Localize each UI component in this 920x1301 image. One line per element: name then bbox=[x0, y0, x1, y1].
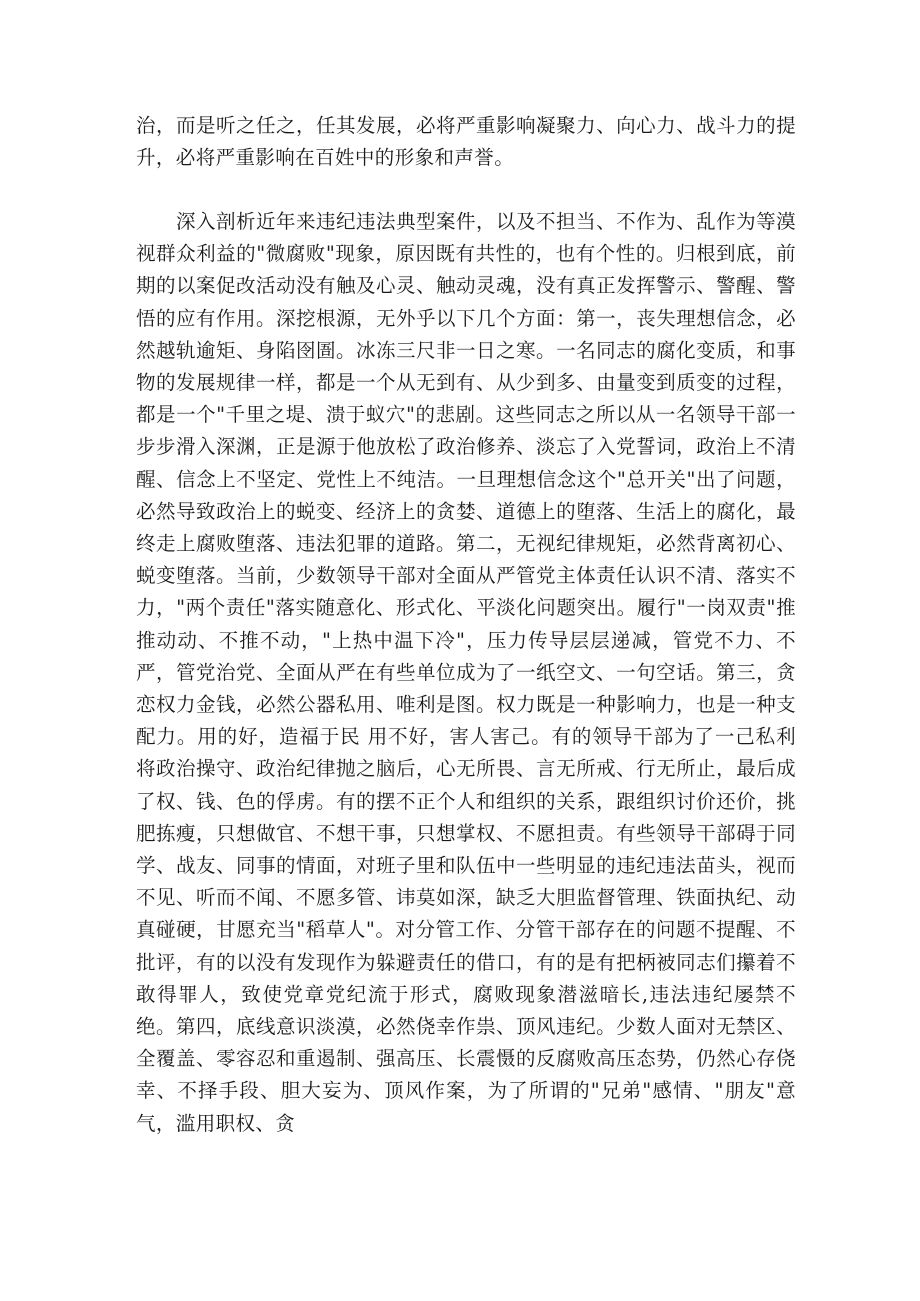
paragraph-continuation: 治，而是听之任之，任其发展，必将严重影响凝聚力、向心力、战斗力的提升，必将严重影响在百姓中的形象和声誉。 bbox=[136, 114, 796, 170]
paragraph-analysis: 深入剖析近年来违纪违法典型案件，以及不担当、不作为、乱作为等漠视群众利益的"微腐败"现象，原因既有共性的，也有个性的。归根到底，前期的以案促改活动没有触及心灵、触动灵魂，没有真正发挥警示、警醒、警悟的应有作用。深挖根源，无外乎以下几个方面：第一，丧失理想信念，必然越轨逾矩、身陷囹圄。冰冻三尺非一日之寒。一名同志的腐化变质，和事物的发展规律一样，都是一个从无到有、从少到多、由量变到质变的过程，都是一个"千里之堤、溃于蚁穴"的悲剧。这些同志之所以从一名领导干部一步步滑入深渊，正是源于他放松了政治修养、淡忘了入党誓词，政治上不清醒、信念上不坚定、党性上不纯洁。一旦理想信念这个"总开关"出了问题，必然导致政治上的蜕变、经济上的贪婪、道德上的堕落、生活上的腐化，最终走上腐败堕落、违法犯罪的道路。第二，无视纪律规矩，必然背离初心、蜕变堕落。当前，少数领导干部对全面从严管党主体责任认识不清、落实不力，"两个责任"落实随意化、形式化、平淡化问题突出。履行"一岗双责"推推动动、不推不动，"上热中温下冷"，压力传导层层递减，管党不力、不严，管党治党、全面从严在有些单位成为了一纸空文、一句空话。第三，贪恋权力金钱，必然公器私用、唯利是图。权力既是一种影响力，也是一种支配力。用的好，造福于民 用不好，害人害己。有的领导干部为了一己私利将政治操守、政治纪律抛之脑后，心无所畏、言无所戒、行无所止，最后成了权、钱、色的俘虏。有的摆不正个人和组织的关系，跟组织讨价还价，挑肥拣瘦，只想做官、不想干事，只想掌权、不愿担责。有些领导干部碍于同学、战友、同事的情面，对班子里和队伍中一些明显的违纪违法苗头，视而不见、听而不闻、不愿多管、讳莫如深，缺乏大胆监督管理、铁面执纪、动真碰硬，甘愿充当"稻草人"。对分管工作、分管干部存在的问题不提醒、不批评，有的以没有发现作为躲避责任的借口，有的是有把柄被同志们攥着不敢得罪人，致使党章党纪流于形式，腐败现象潜滋暗长,违法违纪屡禁不绝。第四，底线意识淡漠，必然侥幸作祟、顶风违纪。少数人面对无禁区、全覆盖、零容忍和重遏制、强高压、长震慑的反腐败高压态势，仍然心存侥幸、不择手段、胆大妄为、顶风作案，为了所谓的"兄弟"感情、"朋友"意气，滥用职权、贪 bbox=[136, 210, 796, 1135]
